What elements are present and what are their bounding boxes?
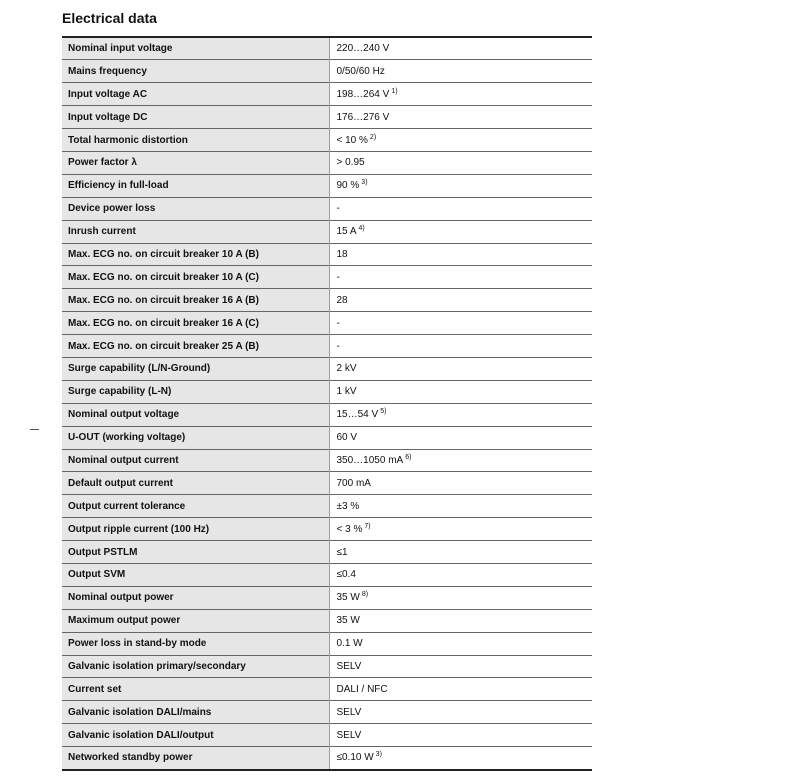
row-value-cell	[329, 403, 592, 426]
row-label: Total harmonic distortion	[62, 129, 329, 152]
row-label: Inrush current	[62, 220, 329, 243]
table-row	[62, 403, 592, 426]
row-value: 18	[336, 248, 348, 260]
row-label: Nominal output current	[62, 449, 329, 472]
row-value: SELV	[336, 729, 362, 741]
row-label: Max. ECG no. on circuit breaker 16 A (B)	[62, 289, 329, 312]
margin-mark	[30, 429, 39, 430]
row-value: 15…54 V	[336, 409, 379, 421]
row-label: Input voltage DC	[62, 106, 329, 129]
row-value-cell	[329, 518, 592, 541]
table-row	[62, 151, 592, 174]
row-value: ≤0.10 W	[336, 752, 374, 764]
row-label: Default output current	[62, 472, 329, 495]
electrical-data-table	[62, 36, 592, 771]
row-value: < 10 %	[336, 134, 368, 146]
row-value: 90 %	[336, 180, 360, 192]
row-value: 198…264 V	[336, 88, 390, 100]
table-row	[62, 747, 592, 770]
row-value-cell	[329, 312, 592, 335]
row-value: SELV	[336, 660, 362, 672]
row-label: Surge capability (L-N)	[62, 380, 329, 403]
table-row	[62, 129, 592, 152]
row-value-cell	[329, 151, 592, 174]
row-value: DALI / NFC	[336, 683, 388, 695]
table-row	[62, 220, 592, 243]
row-label: Efficiency in full-load	[62, 174, 329, 197]
row-value-cell	[329, 472, 592, 495]
table-row	[62, 632, 592, 655]
row-value: 0/50/60 Hz	[336, 65, 385, 77]
row-label: Max. ECG no. on circuit breaker 25 A (B)	[62, 335, 329, 358]
row-value: -	[336, 317, 340, 329]
row-value: ≤0.4	[336, 569, 356, 581]
row-value-cell	[329, 449, 592, 472]
footnote-marker: 1)	[391, 87, 398, 95]
table-row	[62, 380, 592, 403]
table-row	[62, 357, 592, 380]
row-value-cell	[329, 220, 592, 243]
table-row	[62, 701, 592, 724]
row-value-cell	[329, 266, 592, 289]
footnote-marker: 5)	[380, 408, 387, 416]
row-value: 2 kV	[336, 363, 357, 375]
row-value-cell	[329, 632, 592, 655]
row-value-cell	[329, 197, 592, 220]
row-label: Output ripple current (100 Hz)	[62, 518, 329, 541]
table-row	[62, 37, 592, 60]
row-value-cell	[329, 747, 592, 770]
row-value-cell	[329, 335, 592, 358]
row-value: 1 kV	[336, 386, 357, 398]
row-value-cell	[329, 174, 592, 197]
row-value: 176…276 V	[336, 111, 390, 123]
table-row	[62, 609, 592, 632]
row-value-cell	[329, 380, 592, 403]
row-label: Max. ECG no. on circuit breaker 10 A (B)	[62, 243, 329, 266]
row-label: Max. ECG no. on circuit breaker 16 A (C)	[62, 312, 329, 335]
row-label: Nominal output voltage	[62, 403, 329, 426]
row-label: Galvanic isolation DALI/mains	[62, 701, 329, 724]
row-value-cell	[329, 586, 592, 609]
table-row	[62, 678, 592, 701]
table-row	[62, 472, 592, 495]
row-value: 0.1 W	[336, 638, 363, 650]
row-label: Power factor λ	[62, 151, 329, 174]
footnote-marker: 3)	[375, 751, 382, 759]
row-value: -	[336, 271, 340, 283]
row-value-cell	[329, 106, 592, 129]
table-row	[62, 495, 592, 518]
row-label: Current set	[62, 678, 329, 701]
footnote-marker: 7)	[364, 522, 371, 530]
row-value-cell	[329, 37, 592, 60]
row-value-cell	[329, 655, 592, 678]
row-value: 60 V	[336, 432, 358, 444]
row-value: > 0.95	[336, 157, 365, 169]
row-value-cell	[329, 83, 592, 106]
table-row	[62, 289, 592, 312]
row-label: Power loss in stand-by mode	[62, 632, 329, 655]
table-row	[62, 426, 592, 449]
row-label: Nominal input voltage	[62, 37, 329, 60]
row-label: Galvanic isolation DALI/output	[62, 724, 329, 747]
table-row	[62, 724, 592, 747]
row-label: Surge capability (L/N-Ground)	[62, 357, 329, 380]
row-value-cell	[329, 60, 592, 83]
row-label: Mains frequency	[62, 60, 329, 83]
row-value: 220…240 V	[336, 43, 390, 55]
footnote-marker: 4)	[358, 225, 365, 233]
row-value: 350…1050 mA	[336, 454, 404, 466]
row-value-cell	[329, 541, 592, 564]
row-value-cell	[329, 357, 592, 380]
row-label: Max. ECG no. on circuit breaker 10 A (C)	[62, 266, 329, 289]
row-value-cell	[329, 563, 592, 586]
row-value: -	[336, 203, 340, 215]
section-title: Electrical data	[62, 10, 157, 26]
table-row	[62, 586, 592, 609]
table-row	[62, 174, 592, 197]
footnote-marker: 8)	[361, 591, 369, 599]
table-row	[62, 312, 592, 335]
footnote-marker: 3)	[361, 179, 368, 187]
table-row	[62, 541, 592, 564]
row-label: Device power loss	[62, 197, 329, 220]
row-value: 35 W	[336, 615, 360, 627]
row-value-cell	[329, 495, 592, 518]
table-row	[62, 518, 592, 541]
row-value-cell	[329, 426, 592, 449]
row-value: SELV	[336, 706, 362, 718]
row-value: ±3 %	[336, 500, 360, 512]
table-row	[62, 83, 592, 106]
row-label: U-OUT (working voltage)	[62, 426, 329, 449]
row-label: Output current tolerance	[62, 495, 329, 518]
table-row	[62, 197, 592, 220]
row-value: 15 A	[336, 226, 357, 238]
table-row	[62, 243, 592, 266]
footnote-marker: 6)	[405, 453, 412, 461]
table-row	[62, 335, 592, 358]
table-row	[62, 655, 592, 678]
row-label: Maximum output power	[62, 609, 329, 632]
table-row	[62, 563, 592, 586]
electrical-data-table-body	[62, 37, 592, 770]
row-value: < 3 %	[336, 523, 363, 535]
row-value-cell	[329, 724, 592, 747]
table-row	[62, 266, 592, 289]
table-row	[62, 106, 592, 129]
row-value-cell	[329, 609, 592, 632]
row-value: 28	[336, 294, 348, 306]
row-value-cell	[329, 129, 592, 152]
row-label: Nominal output power	[62, 586, 329, 609]
row-label: Output PSTLM	[62, 541, 329, 564]
row-value-cell	[329, 678, 592, 701]
row-label: Networked standby power	[62, 747, 329, 770]
table-row	[62, 449, 592, 472]
table-row	[62, 60, 592, 83]
row-value: 700 mA	[336, 477, 371, 489]
footnote-marker: 2)	[369, 133, 377, 141]
row-value-cell	[329, 701, 592, 724]
row-value: 35 W	[336, 592, 360, 604]
row-value-cell	[329, 243, 592, 266]
row-label: Galvanic isolation primary/secondary	[62, 655, 329, 678]
row-value-cell	[329, 289, 592, 312]
row-label: Output SVM	[62, 563, 329, 586]
row-value: ≤1	[336, 546, 348, 558]
row-label: Input voltage AC	[62, 83, 329, 106]
row-value: -	[336, 340, 340, 352]
